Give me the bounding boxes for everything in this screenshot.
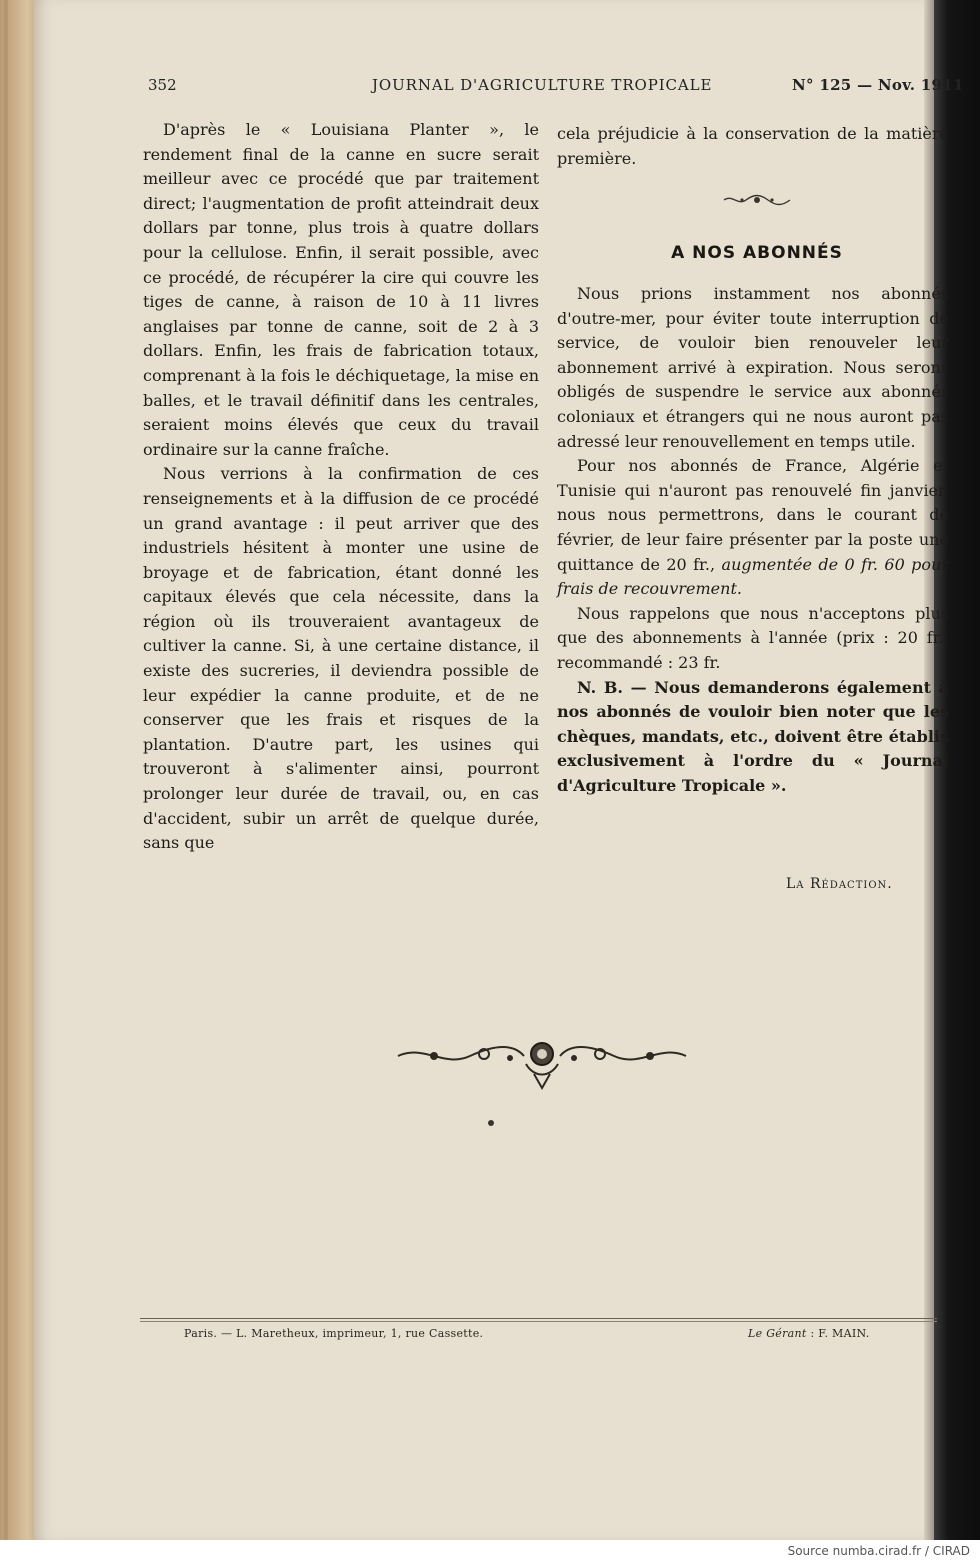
page-number: 352 bbox=[148, 76, 177, 94]
right-continuation: cela préjudicie à la conservation de la matière première. bbox=[557, 124, 949, 168]
editorial-signature: La Rédaction. bbox=[786, 876, 893, 892]
notice-nb-paragraph: N. B. — Nous demanderons également à nos abonnés de vouloir bien noter que les chèques, mandats, etc., doivent être établis exclusivement à l'ordre du « Journal d'Agriculture Tropicale ». bbox=[557, 677, 949, 795]
notice-paragraph-3: Nous rappelons que nous n'acceptons plus que des abonnements à l'année (prix : 20 fr.; recommandé : 23 fr. bbox=[557, 603, 949, 672]
right-column bbox=[557, 122, 949, 171]
small-flourish-ornament bbox=[722, 192, 792, 208]
footer-rule-bottom bbox=[140, 1321, 937, 1322]
notice-paragraph-2-text: Pour nos abonnés de France, Algérie et Tunisie qui n'auront pas renouvelé fin janvier, nous nous permettrons, dans le courant de février, de leur faire présenter par la poste une quittance de 20 fr., bbox=[557, 456, 949, 574]
manager-label: Le Gérant bbox=[748, 1327, 807, 1340]
ink-speck bbox=[488, 1120, 494, 1126]
left-paragraph-2: Nous verrions à la confirmation de ces renseignements et à la diffusion de ce procédé un grand avantage : il peut arriver que des industriels hésitent à monter une usine de broyage et de fabrication, étant donné les capitaux élevés que cela nécessite, dans la région où ils trouveraient avantageux de cultiver la canne. Si, à une certaine distance, il existe des sucreries, il deviendra possible de leur expédier la canne produite, et de ne conserver que les frais et risques de la plantation. D'autre part, les usines qui trouveront à s'alimenter ainsi, pourront prolonger leur durée de travail, ou, en cas d'accident, subir un arrêt de quelque durée, sans que bbox=[143, 464, 539, 853]
manager-credit bbox=[748, 1327, 870, 1340]
notice-paragraph-2-italic: augmentée de 0 fr. 60 pour frais de recouvrement. bbox=[557, 554, 949, 599]
end-ornament bbox=[394, 1034, 690, 1092]
manager-name: : F. MAIN. bbox=[810, 1327, 870, 1340]
footer-rule-top bbox=[140, 1318, 937, 1319]
journal-title: JOURNAL D'AGRICULTURE TROPICALE bbox=[372, 76, 713, 94]
source-credit: Source numba.cirad.fr / CIRAD bbox=[787, 1544, 970, 1558]
left-paragraph-1: D'après le « Louisiana Planter », le rendement final de la canne en sucre serait meilleur avec ce procédé que par traitement direct; l'augmentation de profit atteindrait deux dollars par tonne, plus trois à quatre dollars pour la cellulose. Enfin, il serait possible, avec ce procédé, de récupérer la cire qui couvre les tiges de canne, à raison de 10 à 11 livres anglaises par tonne de canne, soit de 2 à 3 dollars. Enfin, les frais de fabrication totaux, comprenant à la fois le déchiquetage, la mise en balles, et le travail définitif dans les centrales, seraient moins élevés que ceux du travail ordinaire sur la canne fraîche. bbox=[143, 120, 539, 459]
binding-edge bbox=[4, 0, 8, 1540]
left-column bbox=[143, 118, 539, 856]
notice-paragraph-1: Nous prions instamment nos abonnés d'outre-mer, pour éviter toute interruption de service, de vouloir bien renouveler leur abonnement arrivé à expiration. Nous serons obligés de suspendre le service aux abonnés coloniaux et étrangers qui ne nous auront pas adressé leur renouvellement en temps utile. bbox=[557, 284, 949, 451]
printer-credit: Paris. — L. Maretheux, imprimeur, 1, rue Cassette. bbox=[184, 1327, 484, 1340]
issue-label: N° 125 — Nov. 1911 bbox=[792, 76, 964, 94]
section-title: A NOS ABONNÉS bbox=[671, 243, 843, 263]
notice-paragraph-2 bbox=[557, 454, 949, 602]
subscribers-notice bbox=[557, 282, 949, 798]
